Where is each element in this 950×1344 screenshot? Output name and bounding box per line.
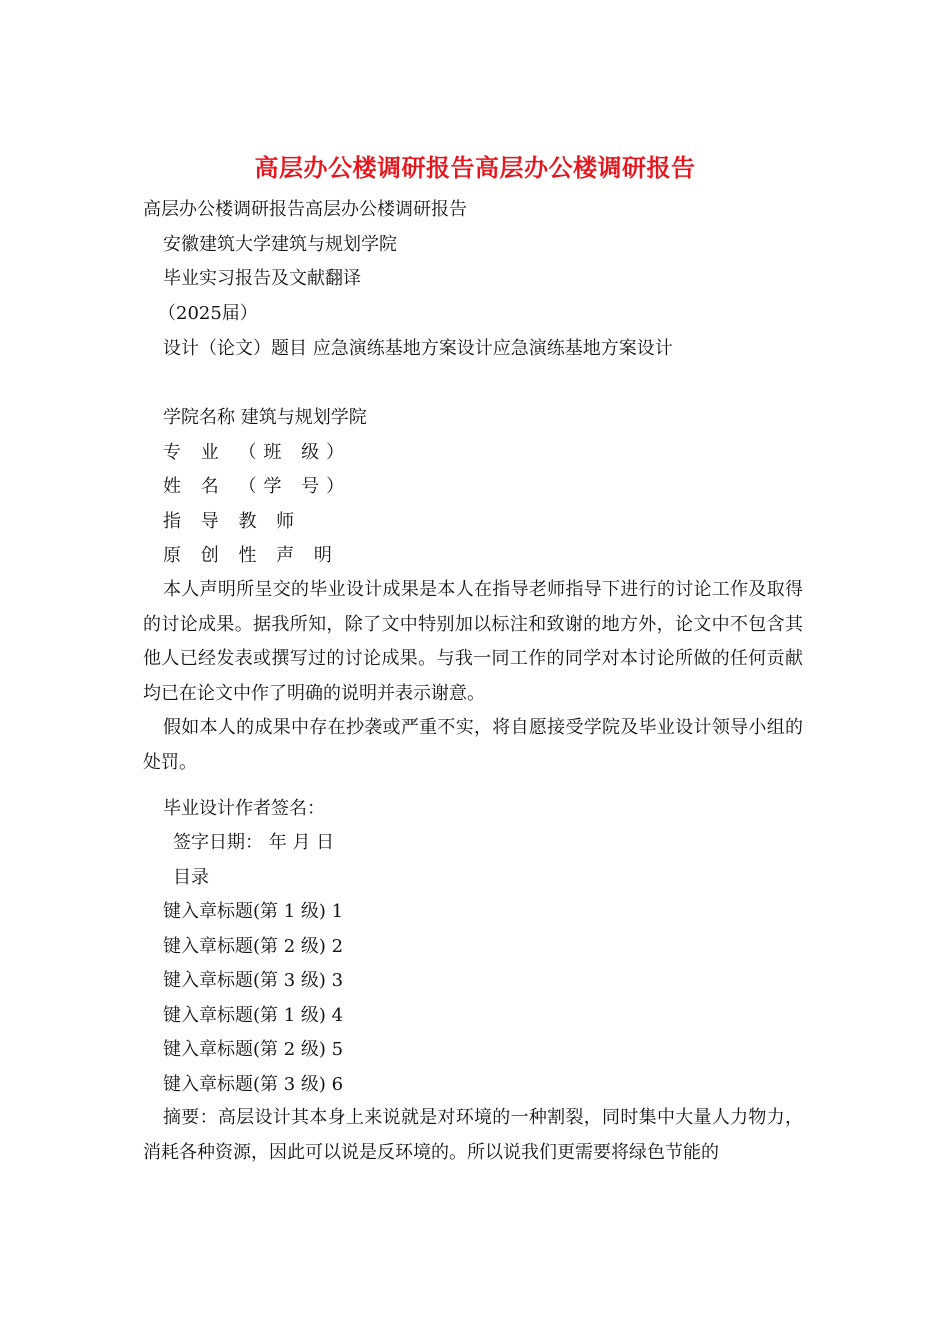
college-field: 学院名称 建筑与规划学院 <box>163 407 367 428</box>
declaration-paragraph: 本人声明所呈交的毕业设计成果是本人在指导老师指导下进行的讨论工作及取得的讨论成果。据我所知，除了文中特别加以标注和致谢的地方外，论文中不包含其他人已经发表或撰写过的讨论成果。与我一同工作的同学对本讨论所做的任何贡献均已在论文中作了明确的说明并表示谢意。 <box>143 579 803 704</box>
graduation-year: （2025届） <box>158 303 258 324</box>
major-field: 专 业 （班 级） <box>163 442 352 463</box>
toc-entry[interactable]: 键入章标题(第 3 级) 6 <box>163 1074 344 1095</box>
declaration-heading: 原 创 性 声 明 <box>163 545 339 566</box>
toc-entry[interactable]: 键入章标题(第 2 级) 5 <box>163 1039 344 1060</box>
toc-entry[interactable]: 键入章标题(第 3 级) 3 <box>163 970 344 991</box>
toc-entry[interactable]: 键入章标题(第 1 级) 1 <box>163 901 344 922</box>
toc-heading: 目录 <box>173 867 209 888</box>
toc-entry[interactable]: 键入章标题(第 1 级) 4 <box>163 1005 344 1026</box>
report-type: 毕业实习报告及文献翻译 <box>163 268 361 289</box>
thesis-topic: 设计（论文）题目 应急演练基地方案设计应急演练基地方案设计 <box>163 338 673 359</box>
document-title: 高层办公楼调研报告高层办公楼调研报告 <box>254 153 696 182</box>
author-signature: 毕业设计作者签名： <box>163 798 325 819</box>
student-name-field: 姓 名 （学 号） <box>163 476 352 497</box>
declaration-penalty-paragraph: 假如本人的成果中存在抄袭或严重不实，将自愿接受学院及毕业设计领导小组的处罚。 <box>143 717 803 773</box>
signature-date: 签字日期： 年 月 日 <box>173 832 335 853</box>
abstract-paragraph: 摘要：高层设计其本身上来说就是对环境的一种割裂，同时集中大量人力物力，消耗各种资源，因此可以说是反环境的。所以说我们更需要将绿色节能的 <box>143 1107 803 1163</box>
school-name: 安徽建筑大学建筑与规划学院 <box>163 234 397 255</box>
advisor-field: 指 导 教 师 <box>163 511 302 532</box>
toc-entry[interactable]: 键入章标题(第 2 级) 2 <box>163 936 344 957</box>
document-subtitle: 高层办公楼调研报告高层办公楼调研报告 <box>143 199 467 220</box>
